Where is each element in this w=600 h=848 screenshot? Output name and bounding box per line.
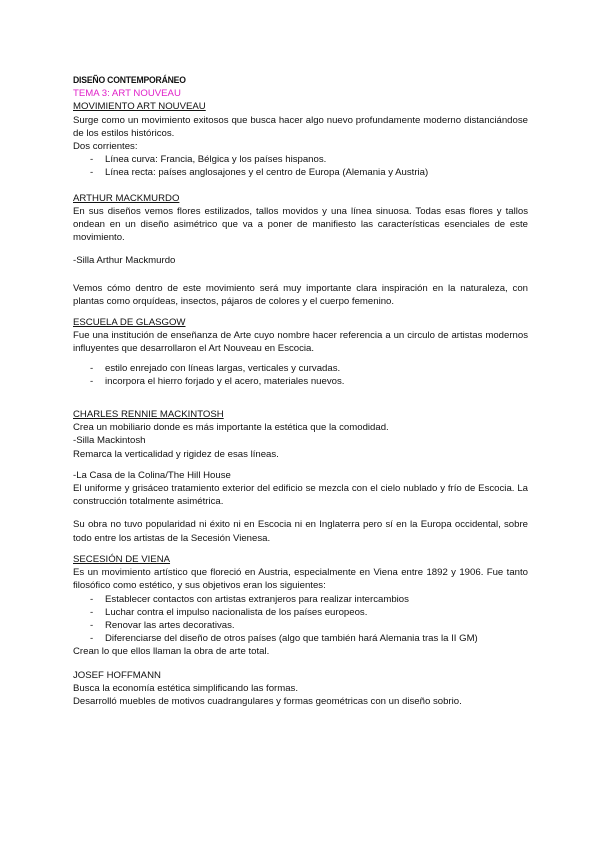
section-heading-hoffmann: JOSEF HOFFMANN bbox=[73, 669, 161, 681]
paragraph: Fue una institución de enseñanza de Arte cuyo nombre hacer referencia a un circulo de artistas modernos influyentes que desarrollaron el Art Nouveau en Escocia. bbox=[73, 330, 528, 355]
section-heading-mackmurdo: ARTHUR MACKMURDO bbox=[73, 192, 180, 204]
list-item: - Renovar las artes decorativas. bbox=[73, 619, 528, 632]
section-heading-secesion: SECESIÓN DE VIENA bbox=[73, 553, 171, 565]
section-heading-glasgow: ESCUELA DE GLASGOW bbox=[73, 317, 186, 329]
list-item: - Establecer contactos con artistas extranjeros para realizar intercambios bbox=[73, 593, 528, 606]
list-item: - Línea recta: países anglosajones y el centro de Europa (Alemania y Austria) bbox=[73, 166, 528, 179]
paragraph: Es un movimiento artístico que floreció en Austria, especialmente en Viena entre 1892 y 1906. Fue tanto filosófico como estético, y sus objetivos eran los siguientes: bbox=[73, 567, 528, 592]
tema-title: TEMA 3: ART NOUVEAU bbox=[73, 88, 181, 100]
list-item: - Luchar contra el impulso nacionalista de los países europeos. bbox=[73, 606, 528, 619]
paragraph: El uniforme y grisáceo tratamiento exterior del edificio se mezcla con el cielo nublado y frío de Escocia. La construcción totalmente asimétrica. bbox=[73, 483, 528, 508]
subheading-silla-mackmurdo: -Silla Arthur Mackmurdo bbox=[73, 255, 176, 267]
list-item: - estilo enrejado con líneas largas, verticales y curvadas. bbox=[73, 362, 528, 375]
paragraph: Dos corrientes: bbox=[73, 141, 138, 153]
paragraph: Remarca la verticalidad y rigidez de esas líneas. bbox=[73, 448, 279, 460]
list-item: - incorpora el hierro forjado y el acero, materiales nuevos. bbox=[73, 375, 528, 388]
section-heading-art-nouveau: MOVIMIENTO ART NOUVEAU bbox=[73, 101, 206, 113]
subheading-hill-house: -La Casa de la Colina/The Hill House bbox=[73, 469, 231, 481]
list-item: - Línea curva: Francia, Bélgica y los países hispanos. bbox=[73, 153, 528, 166]
paragraph: Crean lo que ellos llaman la obra de arte total. bbox=[73, 646, 270, 658]
paragraph: Su obra no tuvo popularidad ni éxito ni en Escocia ni en Inglaterra pero sí en la Europa occidental, sobre todo entre los artistas de la Secesión Vienesa. bbox=[73, 519, 528, 544]
paragraph: En sus diseños vemos flores estilizados, tallos movidos y una línea sinuosa. Todas esas flores y tallos ondean en un diseño asimétrico que va a poner de manifiesto las características esenciales de este movimiento. bbox=[73, 205, 528, 244]
list bbox=[73, 593, 528, 646]
subheading-silla-mackintosh: -Silla Mackintosh bbox=[73, 435, 146, 447]
paragraph: Vemos cómo dentro de este movimiento será muy importante clara inspiración en la naturaleza, con plantas como orquídeas, insectos, pájaros de colores y el cuerpo femenino. bbox=[73, 282, 528, 307]
paragraph: Surge como un movimiento exitosos que busca hacer algo nuevo profundamente moderno distanciándose de los estilos históricos. bbox=[73, 114, 528, 139]
course-title: DISEÑO CONTEMPORÁNEO bbox=[73, 74, 186, 85]
paragraph: Desarrolló muebles de motivos cuadrangulares y formas geométricas con un diseño sobrio. bbox=[73, 695, 462, 707]
list bbox=[73, 362, 528, 388]
list-item: - Diferenciarse del diseño de otros países (algo que también hará Alemania tras la II GM) bbox=[73, 632, 528, 645]
paragraph: Crea un mobiliario donde es más importante la estética que la comodidad. bbox=[73, 422, 389, 434]
document-page bbox=[73, 73, 528, 708]
list bbox=[73, 153, 528, 179]
section-heading-mackintosh: CHARLES RENNIE MACKINTOSH bbox=[73, 409, 224, 421]
paragraph: Busca la economía estética simplificando las formas. bbox=[73, 682, 299, 694]
